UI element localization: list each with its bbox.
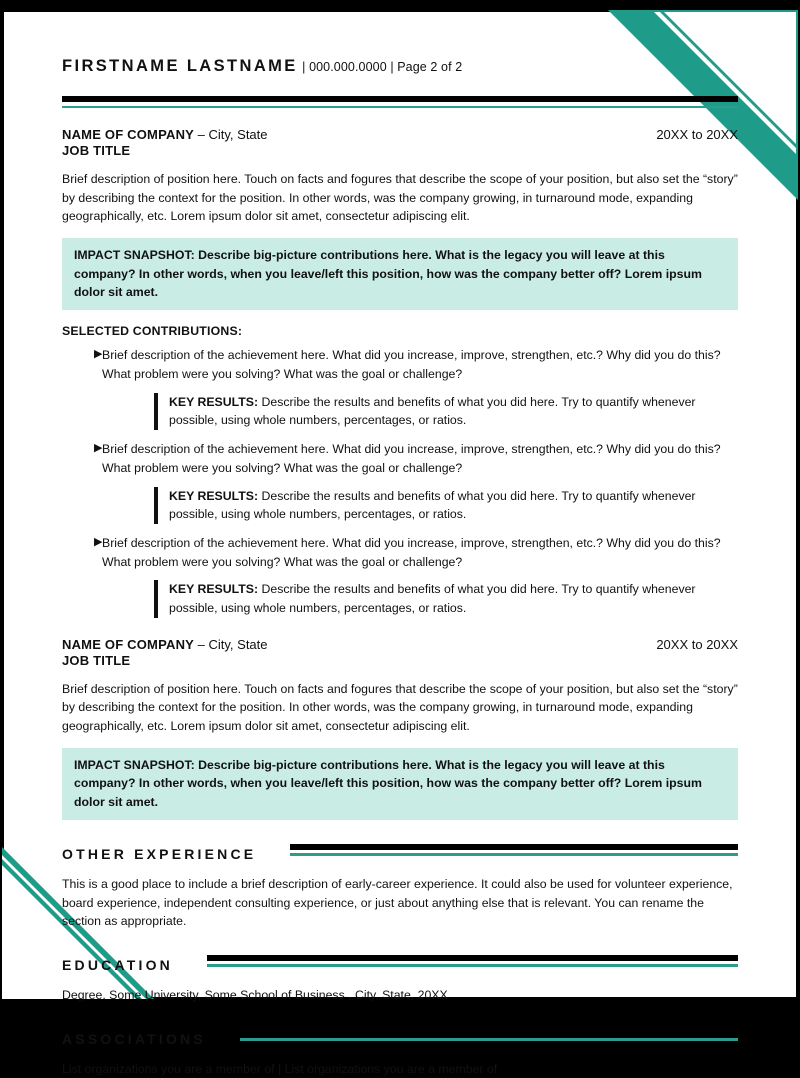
key-results-text: Describe the results and benefits of what you did here. Try to quantify whenever possible, using whole numbers, percentages, or ratios. — [169, 582, 696, 615]
page-sheet — [4, 12, 796, 1076]
impact-snapshot-text: Describe big-picture contributions here. What is the legacy you will leave at this company? In other words, when you leave/left this position, how was the company better off? Lorem ipsum dolor sit amet. — [74, 248, 702, 299]
employment-dates: 20XX to 20XX — [656, 636, 738, 652]
job-description: Brief description of position here. Touch on facts and fogures that describe the scope of your position, but also set the “story” by describing the context for the position. In other words, was the company growing, in turnaround mode, expanding geographically, etc. Lorem ipsum dolor sit amet, consectetur adipiscing elit. — [62, 172, 738, 224]
section-body-text: Degree, Some University, Some School of Business , City, State, 20XX — [62, 988, 448, 1003]
divider-teal-line — [290, 853, 738, 856]
impact-snapshot-box — [62, 748, 738, 820]
list-item — [62, 346, 738, 383]
impact-snapshot-label: IMPACT SNAPSHOT: — [74, 248, 195, 263]
list-item — [62, 440, 738, 477]
section-other-experience — [62, 846, 738, 931]
contribution-text: Brief description of the achievement here. What did you increase, improve, strengthen, etc.? Why did you do this? What problem were you solving? What was the goal or challenge? — [102, 535, 721, 569]
triangle-bullet-icon: ▶ — [94, 442, 103, 455]
section-header — [62, 957, 738, 973]
impact-snapshot-box — [62, 238, 738, 310]
employment-dates: 20XX to 20XX — [656, 127, 738, 142]
company-location: – City, State — [194, 636, 268, 652]
divider-black-bar — [207, 955, 738, 961]
key-results-text: Describe the results and benefits of what you did here. Try to quantify whenever possible, using whole numbers, percentages, or ratios. — [169, 394, 696, 428]
section-education — [62, 957, 738, 1005]
impact-snapshot-label: IMPACT SNAPSHOT: — [74, 757, 195, 772]
contribution-text: Brief description of the achievement here. What did you increase, improve, strengthen, etc.? Why did you do this? What problem were you solving? What was the goal or challenge? — [102, 348, 721, 382]
key-results-block — [154, 487, 738, 524]
section-divider — [207, 955, 738, 967]
job-description: Brief description of position here. Touch on facts and fogures that describe the scope of your position, but also set the “story” by describing the context for the position. In other words, was the company growing, in turnaround mode, expanding geographically, etc. Lorem ipsum dolor sit amet, consectetur adipiscing elit. — [62, 681, 738, 733]
impact-snapshot-text: Describe big-picture contributions here. What is the legacy you will leave at this company? In other words, when you leave/left this position, how was the company better off? Lorem ipsum dolor sit amet. — [74, 757, 702, 809]
divider-teal-line — [240, 1038, 738, 1041]
list-item — [62, 534, 738, 571]
company-name: NAME OF COMPANY — [62, 636, 195, 652]
job-header-row — [62, 637, 738, 652]
header-contact-and-page: | 000.000.0000 | Page 2 of 2 — [302, 60, 463, 74]
section-divider — [240, 1029, 738, 1041]
company-location: – City, State — [194, 127, 268, 142]
section-header — [62, 1031, 738, 1047]
key-results-label: KEY RESULTS: — [169, 582, 259, 597]
job-title: JOB TITLE — [62, 143, 131, 158]
triangle-bullet-icon: ▶ — [94, 535, 103, 548]
divider-black-bar — [62, 96, 738, 102]
key-results-label: KEY RESULTS: — [169, 394, 259, 409]
key-results-label: KEY RESULTS: — [169, 488, 259, 503]
page-header — [62, 12, 738, 76]
header-divider — [62, 96, 738, 108]
section-header — [62, 846, 738, 862]
company-line — [62, 127, 268, 142]
key-results-block — [154, 580, 738, 617]
triangle-bullet-icon: ▶ — [94, 348, 103, 361]
job-title: JOB TITLE — [62, 652, 131, 668]
section-associations — [62, 1031, 738, 1078]
company-name: NAME OF COMPANY — [62, 127, 195, 142]
contributions-list — [62, 346, 738, 617]
selected-contributions-heading: SELECTED CONTRIBUTIONS: — [62, 324, 243, 339]
candidate-name: FIRSTNAME LASTNAME — [62, 57, 298, 75]
document-content — [62, 12, 738, 1078]
key-results-block — [154, 393, 738, 430]
divider-black-bar — [240, 1029, 738, 1035]
section-title: OTHER EXPERIENCE — [62, 846, 257, 862]
divider-black-bar — [290, 844, 738, 850]
section-divider — [290, 844, 738, 856]
divider-teal-line — [207, 964, 738, 967]
contribution-text: Brief description of the achievement here. What did you increase, improve, strengthen, etc.? Why did you do this? What problem were you solving? What was the goal or challenge? — [102, 442, 721, 475]
section-title: ASSOCIATIONS — [62, 1030, 206, 1047]
job-entry — [62, 637, 738, 820]
job-entry — [62, 127, 738, 618]
divider-teal-line — [62, 106, 738, 109]
section-body-text: List organizations you are a member of | List organizations you are a member of — [62, 1061, 498, 1076]
job-header-row — [62, 127, 738, 142]
company-line — [62, 637, 268, 652]
section-body-text: This is a good place to include a brief description of early-career experience. It could also be used for volunteer experience, board experience, independent consulting experience, or just about anything else that is relevant. You can rename the section as appropriate. — [62, 877, 733, 929]
key-results-text: Describe the results and benefits of what you did here. Try to quantify whenever possible, using whole numbers, percentages, or ratios. — [169, 488, 696, 522]
section-title: EDUCATION — [62, 957, 173, 974]
